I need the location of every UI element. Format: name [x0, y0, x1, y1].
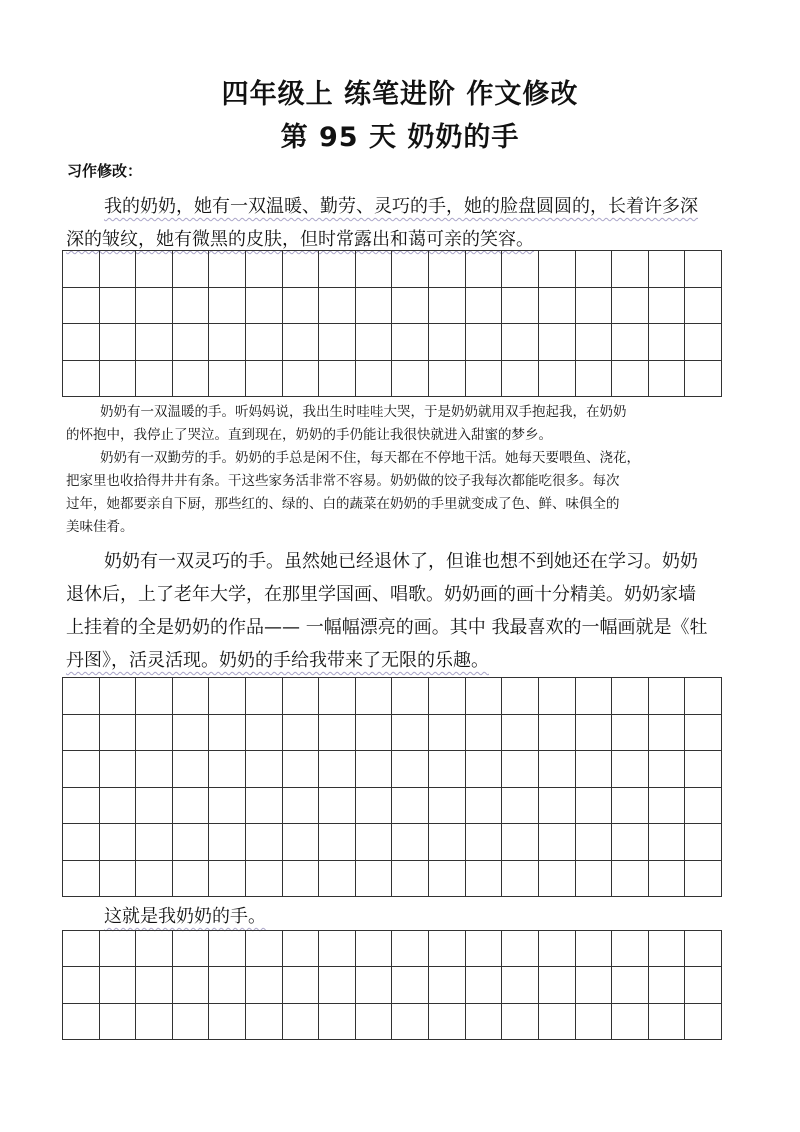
text-line: 过年，她都要亲自下厨，那些红的、绿的、白的蔬菜在奶奶的手里就变成了色、鲜、味俱全的 — [66, 496, 620, 512]
paragraph-skillful-hands — [66, 545, 707, 677]
section-label: 习作修改： — [67, 162, 143, 180]
writing-grid-1[interactable] — [62, 250, 722, 397]
text-line: 奶奶有一双温暖的手。听妈妈说，我出生时哇哇大哭，于是奶奶就用双手抱起我，在奶奶 — [100, 404, 627, 420]
text-line: 奶奶有一双灵巧的手。虽然她已经退休了，但谁也想不到她还在学习。奶奶 — [104, 551, 698, 572]
writing-grid-2[interactable] — [62, 677, 722, 897]
text-line: 这就是我奶奶的手。 — [104, 906, 266, 927]
writing-grid-3[interactable] — [62, 930, 722, 1040]
text-line: 丹图》，活灵活现。奶奶的手给我带来了无限的乐趣。 — [66, 650, 489, 671]
page-title: 四年级上 练笔进阶 作文修改 — [221, 79, 579, 110]
text-line: 的怀抱中，我停止了哭泣。直到现在，奶奶的手仍能让我很快就进入甜蜜的梦乡。 — [66, 427, 552, 443]
text-line: 上挂着的全是奶奶的作品—— 一幅幅漂亮的画。其中 我最喜欢的一幅画就是《牡 — [66, 617, 708, 638]
text-line: 退休后，上了老年大学，在那里学国画、唱歌。奶奶画的画十分精美。奶奶家墙 — [66, 584, 696, 605]
text-line: 深的皱纹，她有微黑的皮肤，但时常露出和蔼可亲的笑容。 — [66, 229, 534, 250]
page-subtitle: 第 95 天 奶奶的手 — [280, 122, 520, 153]
text-line: 美味佳肴。 — [66, 519, 134, 535]
paragraph-hardworking-hands — [66, 447, 640, 539]
paragraph-intro — [66, 190, 698, 256]
text-line: 我的奶奶，她有一双温暖、勤劳、灵巧的手，她的脸盘圆圆的，长着许多深 — [104, 196, 698, 217]
paragraph-warm-hands — [66, 401, 627, 447]
paragraph-conclusion — [66, 900, 266, 933]
text-line: 奶奶有一双勤劳的手。奶奶的手总是闲不住，每天都在不停地干活。她每天要喂鱼、浇花， — [100, 450, 640, 466]
text-line: 把家里也收拾得井井有条。干这些家务活非常不容易。奶奶做的饺子我每次都能吃很多。每次 — [66, 473, 620, 489]
